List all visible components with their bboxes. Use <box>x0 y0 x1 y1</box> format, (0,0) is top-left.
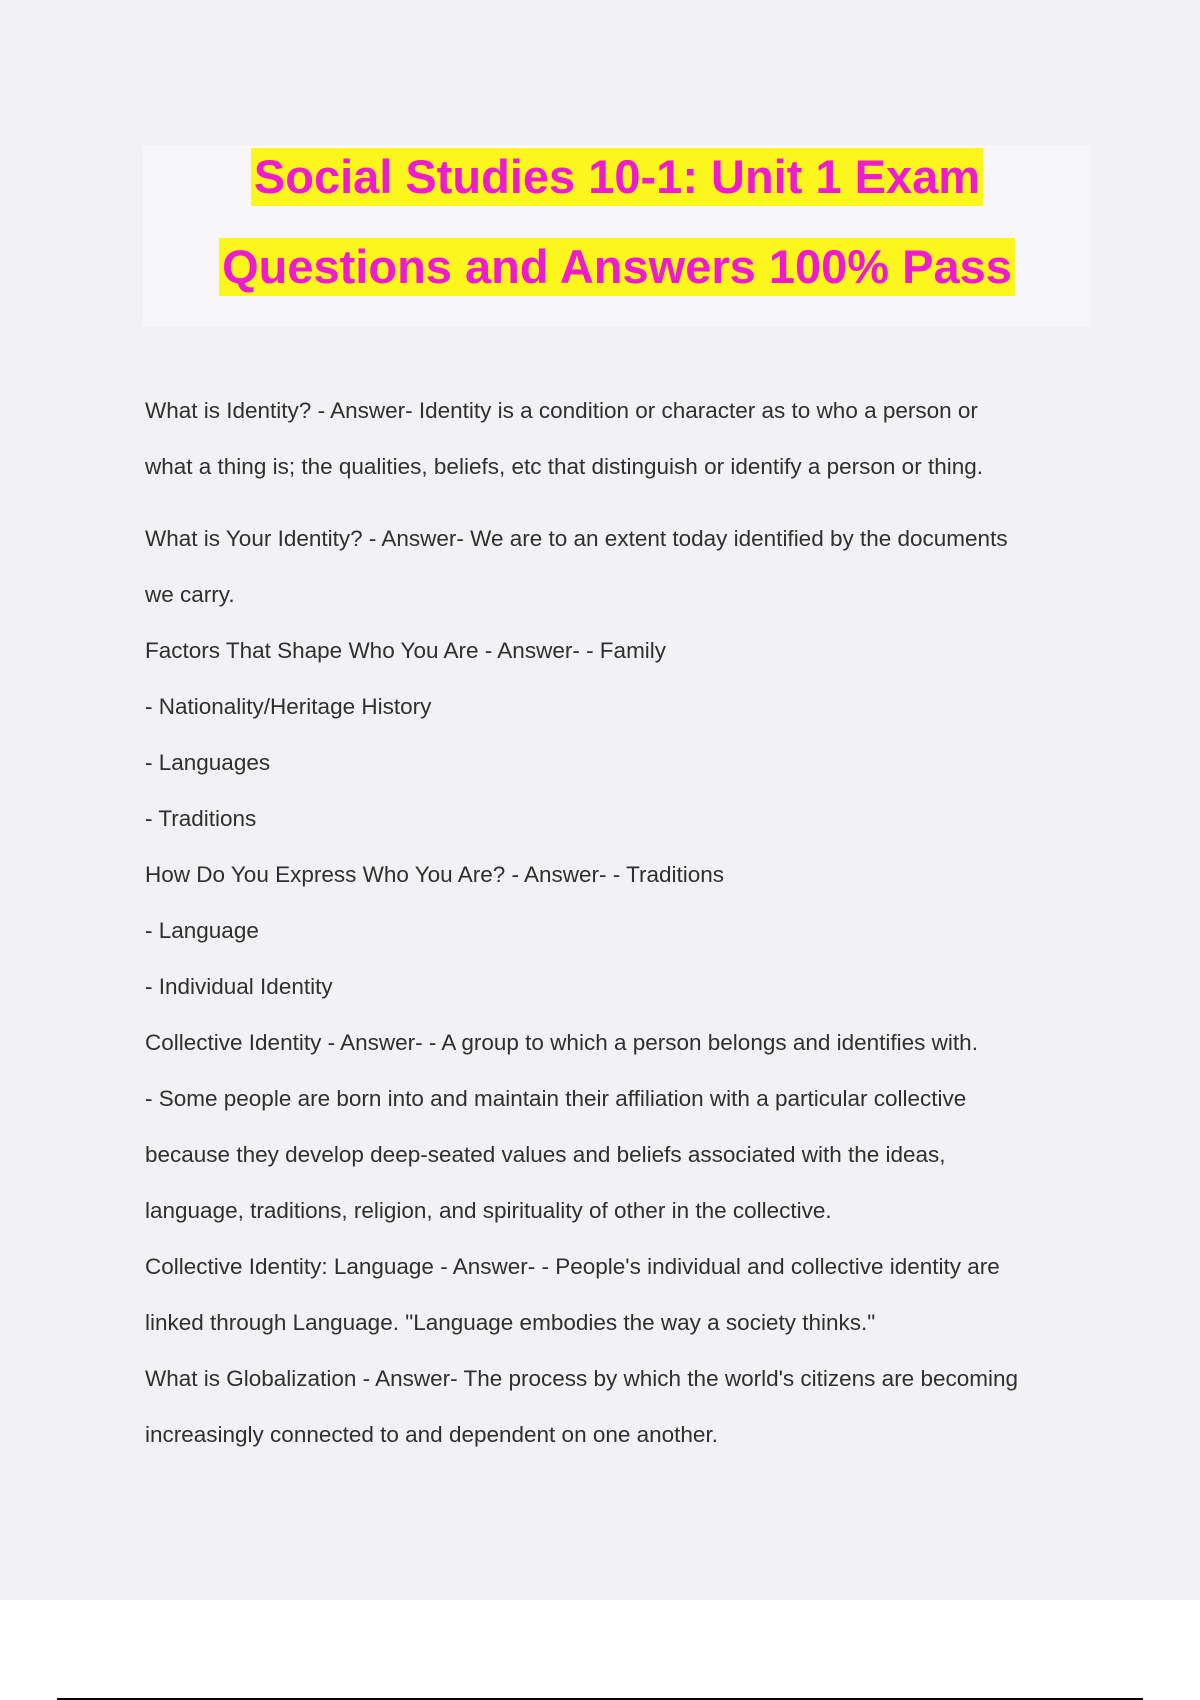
body-line: - Nationality/Heritage History <box>145 694 432 719</box>
body-line: What is Your Identity? - Answer- We are to an extent today identified by the documents <box>145 526 1008 551</box>
body-line: increasingly connected to and dependent on one another. <box>145 1422 718 1447</box>
body-line: language, traditions, religion, and spirituality of other in the collective. <box>145 1198 832 1223</box>
body-line: Collective Identity: Language - Answer- - People's individual and collective identity are <box>145 1254 1000 1279</box>
body-line: - Languages <box>145 750 271 775</box>
body-line: we carry. <box>145 582 235 607</box>
document-title-line-2: Questions and Answers 100% Pass <box>219 238 1015 296</box>
body-line: Collective Identity - Answer- - A group to which a person belongs and identifies with. <box>145 1030 978 1055</box>
body-line: - Language <box>145 918 259 943</box>
body-line: What is Identity? - Answer- Identity is a condition or character as to who a person or <box>145 398 978 423</box>
document-title-line-1: Social Studies 10-1: Unit 1 Exam <box>251 148 983 206</box>
paragraph-gap <box>145 495 1105 511</box>
body-line: linked through Language. "Language embodies the way a society thinks." <box>145 1310 876 1335</box>
body-line: because they develop deep-seated values and beliefs associated with the ideas, <box>145 1142 946 1167</box>
title-block <box>143 145 1091 327</box>
body-line: - Some people are born into and maintain their affiliation with a particular collective <box>145 1086 967 1111</box>
body-line: what a thing is; the qualities, beliefs, etc that distinguish or identify a person or thing. <box>145 454 983 479</box>
body-line: Factors That Shape Who You Are - Answer- - Family <box>145 638 667 663</box>
body-line: What is Globalization - Answer- The process by which the world's citizens are becoming <box>145 1366 1019 1391</box>
body-line: How Do You Express Who You Are? - Answer- - Traditions <box>145 862 725 887</box>
body-line: - Traditions <box>145 806 257 831</box>
title-row-1 <box>143 148 1091 206</box>
body-line: - Individual Identity <box>145 974 333 999</box>
title-row-2 <box>143 238 1091 296</box>
document-body <box>145 383 1105 1463</box>
